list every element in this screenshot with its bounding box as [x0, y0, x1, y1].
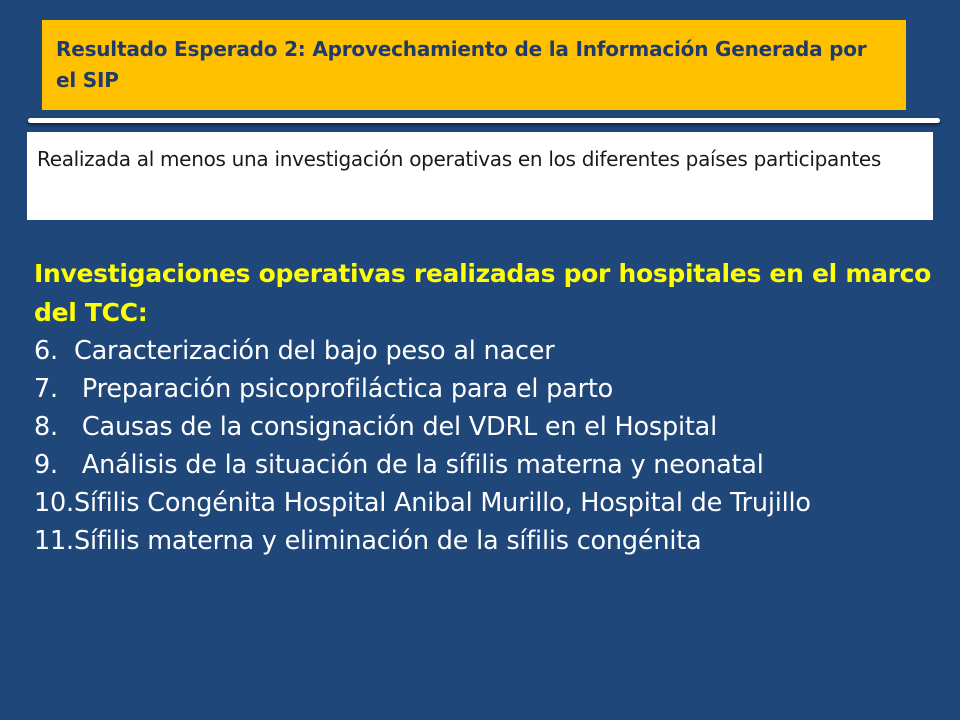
list-item: [34, 522, 934, 560]
item-number: 9.: [34, 450, 58, 480]
list-item: [34, 332, 934, 370]
header-box: [42, 20, 906, 110]
research-list: [34, 332, 934, 560]
list-item: [34, 370, 934, 408]
list-item: [34, 484, 934, 522]
header-title: Resultado Esperado 2: Aprovechamiento de la Información Generada por el SIP: [56, 37, 867, 92]
body-content: [34, 254, 934, 560]
list-item: [34, 408, 934, 446]
item-number: 11.: [34, 526, 74, 556]
item-text: Causas de la consignación del VDRL en el Hospital: [74, 412, 717, 442]
item-number: 10.: [34, 488, 74, 518]
section-heading: Investigaciones operativas realizadas por hospitales en el marco del TCC:: [34, 259, 932, 327]
item-text: Preparación psicoprofiláctica para el parto: [74, 374, 614, 404]
subtitle-box: [27, 132, 933, 220]
list-item: [34, 446, 934, 484]
item-text: Sífilis materna y eliminación de la sífilis congénita: [74, 526, 702, 556]
item-text: Sífilis Congénita Hospital Anibal Murillo, Hospital de Trujillo: [74, 488, 811, 518]
subtitle-text: Realizada al menos una investigación operativas en los diferentes países participantes: [37, 147, 882, 171]
divider-bar: [28, 118, 940, 123]
item-text: Análisis de la situación de la sífilis materna y neonatal: [74, 450, 764, 480]
item-number: 7.: [34, 374, 58, 404]
item-text: Caracterización del bajo peso al nacer: [74, 336, 555, 366]
item-number: 6.: [34, 336, 58, 366]
item-number: 8.: [34, 412, 58, 442]
